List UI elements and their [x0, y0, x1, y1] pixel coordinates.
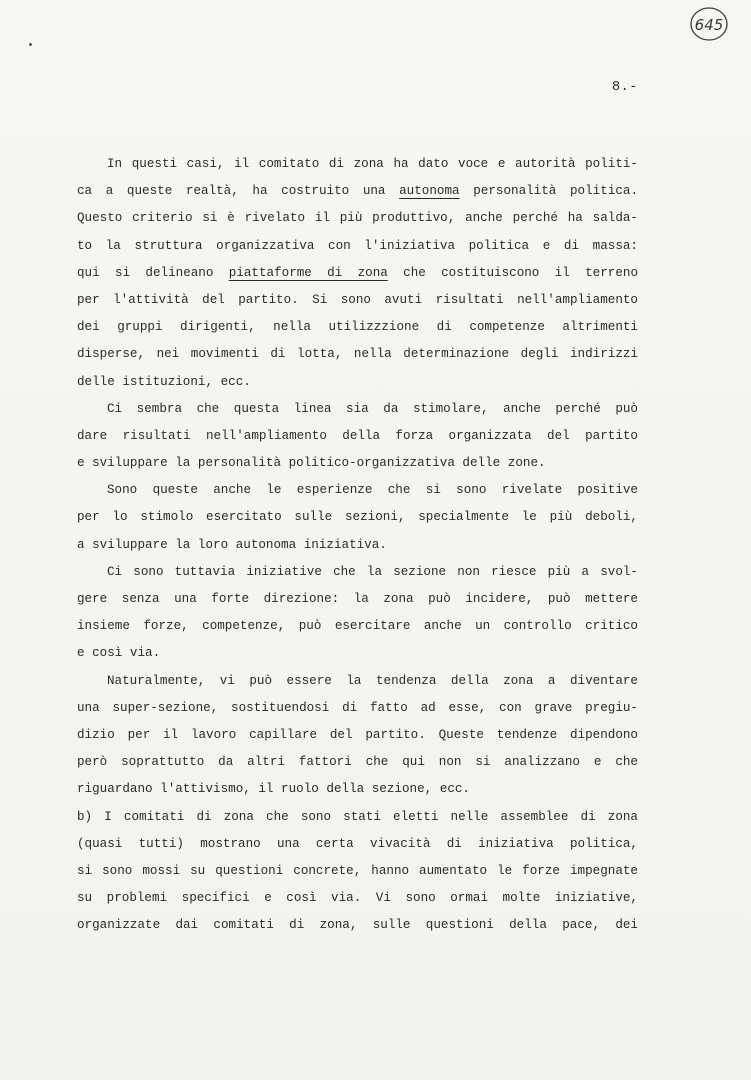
underlined-text: piattaforme di zona	[228, 265, 388, 280]
text-line: però soprattutto da altri fattori che qui non si analizzano e che	[77, 755, 638, 770]
text-line: gere senza una forte direzione: la zona può incidere, può mettere	[77, 592, 638, 606]
text-line: Ci sono tuttavia iniziative che la sezione non riesce più a svol-	[107, 564, 638, 579]
text-line: ca a queste realtà, ha costruito una autonoma personalità politica.	[77, 184, 638, 199]
text-line: e così via.	[77, 646, 161, 661]
text-line: dei gruppi dirigenti, nella utilizzzione di competenze altrimenti	[77, 320, 638, 335]
text-line: una super-sezione, sostituendosi di fatto ad esse, con grave pregiu-	[77, 700, 638, 715]
text-line: dizio per il lavoro capillare del partito. Queste tendenze dipendono	[77, 727, 638, 742]
body-text	[77, 151, 638, 939]
text-line: insieme forze, competenze, può esercitare anche un controllo critico	[77, 619, 638, 634]
text-line: (quasi tutti) mostrano una certa vivacità di iniziativa politica,	[77, 836, 638, 851]
stamp-number: 645	[694, 16, 724, 34]
text-line: Sono queste anche le esperienze che si sono rivelate positive	[107, 483, 638, 498]
text-line: b) I comitati di zona che sono stati eletti nelle assemblee di zona	[77, 809, 638, 824]
text-line: to la struttura organizzativa con l'iniziativa politica e di massa:	[77, 238, 638, 253]
text-line: a sviluppare la loro autonoma iniziativa.	[77, 537, 387, 552]
paper-speck	[29, 43, 32, 46]
archive-stamp	[689, 6, 729, 42]
text-line: delle istituzioni, ecc.	[77, 374, 251, 389]
underlined-text: autonoma	[399, 184, 460, 199]
text-line: su problemi specifici e così via. Vi sono ormai molte iniziative,	[77, 891, 638, 906]
text-line: si sono mossi su questioni concrete, hanno aumentato le forze impegnate	[77, 863, 638, 878]
text-line: per lo stimolo esercitato sulle sezioni, specialmente le più deboli,	[77, 510, 638, 525]
text-line: Ci sembra che questa linea sia da stimolare, anche perché può	[107, 401, 638, 416]
text-line: e sviluppare la personalità politico-organizzativa delle zone.	[77, 456, 546, 471]
text-line: disperse, nei movimenti di lotta, nella determinazione degli indirizzi	[77, 347, 638, 362]
text-line: dare risultati nell'ampliamento della forza organizzata del partito	[77, 428, 638, 443]
text-line: per l'attività del partito. Si sono avuti risultati nell'ampliamento	[77, 292, 638, 307]
text-line: riguardano l'attivismo, il ruolo della sezione, ecc.	[77, 782, 470, 797]
text-line: Questo criterio si è rivelato il più produttivo, anche perché ha salda-	[77, 211, 638, 226]
text-line: Naturalmente, vi può essere la tendenza della zona a diventare	[107, 673, 638, 688]
page-number: 8.-	[612, 80, 638, 95]
text-line: qui si delineano piattaforme di zona che costituiscono il terreno	[77, 265, 638, 280]
text-line: organizzate dai comitati di zona, sulle questioni della pace, dei	[77, 918, 638, 933]
text-line: In questi casi, il comitato di zona ha dato voce e autorità politi-	[107, 157, 638, 171]
